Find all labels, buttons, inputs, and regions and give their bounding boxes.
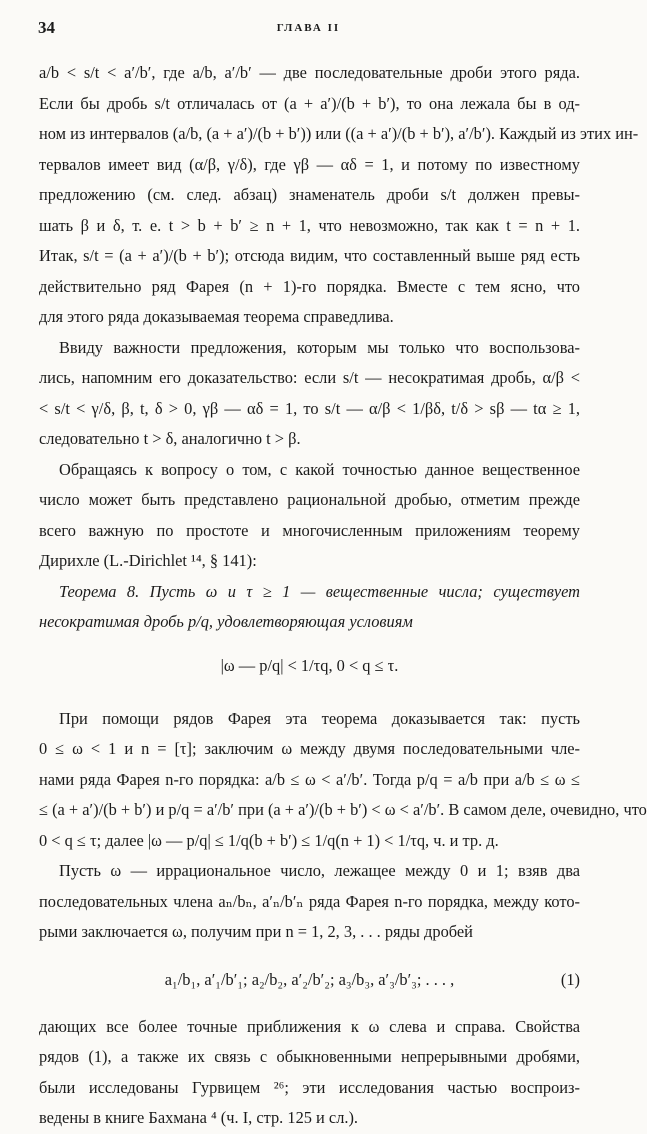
text-line: лись, напомним его доказательство: если s/t — несократимая дробь, α/β < — [39, 368, 580, 387]
text-line: ≤ (a + a′)/(b + b′) и p/q = a′/b′ при (a + a′)/(b + b′) < ω < a′/b′. В самом деле, очевидно, что — [39, 800, 647, 819]
text-line: рядов (1), а также их связь с обыкновенными непрерывными дробями, — [39, 1047, 580, 1066]
text-line: Если бы дробь s/t отличалась от (a + a′)/(b + b′), то она лежала бы в од- — [39, 93, 580, 113]
text-line: шать β и δ, т. е. t > b + b′ ≥ n + 1, что невозможно, так как t = n + 1. — [39, 215, 580, 235]
text-line: тервалов имеет вид (α/β, γ/δ), где γβ — αδ = 1, и потому по известному — [39, 154, 580, 174]
text-line: При помощи рядов Фарея эта теорема доказывается так: пусть — [59, 708, 580, 728]
text-line: Дирихле (L.-Dirichlet ¹⁴, § 141): — [39, 551, 257, 570]
running-title: ГЛАВА II — [276, 22, 341, 34]
fraction-series-formula: a₁/b₁, a′₁/b′₁; a₂/b₂, a′₂/b′₂; a₃/b₃, a′₃/b′₃; . . . , — [164, 969, 455, 989]
page-number: 34 — [38, 18, 55, 37]
text-line: для этого ряда доказываемая теорема справедлива. — [39, 307, 394, 326]
text-line: < s/t < γ/δ, β, t, δ > 0, γβ — αδ = 1, то s/t — α/β < 1/βδ, t/δ > sβ — tα ≥ 1, — [39, 398, 580, 418]
page-body — [39, 58, 647, 1134]
text-line: 0 < q ≤ τ; далее |ω — p/q| ≤ 1/q(b + b′) ≤ 1/q(n + 1) < 1/τq, ч. и тр. д. — [39, 830, 499, 850]
text-line: 0 ≤ ω < 1 и n = [τ]; заключим ω между двумя последовательными чле- — [39, 739, 580, 758]
text-line: были исследованы Гурвицем ²⁶; эти исследования частью воспроиз- — [39, 1077, 580, 1097]
text-line: дающих все более точные приближения к ω слева и справа. Свойства — [39, 1016, 580, 1036]
text-line: Итак, s/t = (a + a′)/(b + b′); отсюда видим, что составленный выше ряд есть — [39, 246, 580, 265]
text-line: следовательно t > δ, аналогично t > β. — [39, 429, 301, 448]
spacer — [39, 694, 580, 704]
page-header — [38, 18, 579, 48]
text-line: последовательных члена aₙ/bₙ, a′ₙ/b′ₙ ряда Фарея n-го порядка, между кото- — [39, 891, 580, 911]
text-line: Обращаясь к вопросу о том, с какой точностью данное вещественное — [59, 459, 580, 479]
theorem-line: Теорема 8. Пусть ω и τ ≥ 1 — вещественные числа; существует — [59, 581, 580, 601]
display-formula-numbered — [39, 948, 580, 1012]
text-line: ном из интервалов (a/b, (a + a′)/(b + b′)) или ((a + a′)/(b + b′), a′/b′). Каждый из этих ин- — [39, 124, 639, 143]
equation-number: (1) — [560, 969, 580, 989]
theorem-line: несократимая дробь p/q, удовлетворяющая условиям — [39, 612, 413, 631]
text-line: действительно ряд Фарея (n + 1)-го порядка. Вместе с тем ясно, что — [39, 276, 580, 296]
text-line: предложению (см. след. абзац) знаменатель дроби s/t должен превы- — [39, 185, 580, 204]
display-formula: |ω — p/q| < 1/τq, 0 < q ≤ τ. — [220, 655, 399, 675]
text-line: всего важную по простоте и многочисленным приложениям теорему — [39, 520, 580, 540]
text-line: Ввиду важности предложения, которым мы только что воспользова- — [59, 337, 580, 357]
text-line: число может быть представлено рациональной дробью, отметим прежде — [39, 490, 580, 509]
text-line: рыми заключается ω, получим при n = 1, 2, 3, . . . ряды дробей — [39, 922, 473, 941]
text-line: Пусть ω — иррациональное число, лежащее между 0 и 1; взяв два — [59, 861, 580, 880]
text-line: нами ряда Фарея n-го порядка: a/b ≤ ω < a′/b′. Тогда p/q = a/b при a/b ≤ ω ≤ — [39, 769, 580, 789]
text-line: a/b < s/t < a′/b′, где a/b, a′/b′ — две последовательные дроби этого ряда. — [39, 63, 580, 82]
text-line: ведены в книге Бахмана ⁴ (ч. I, стр. 125 и сл.). — [39, 1108, 359, 1127]
